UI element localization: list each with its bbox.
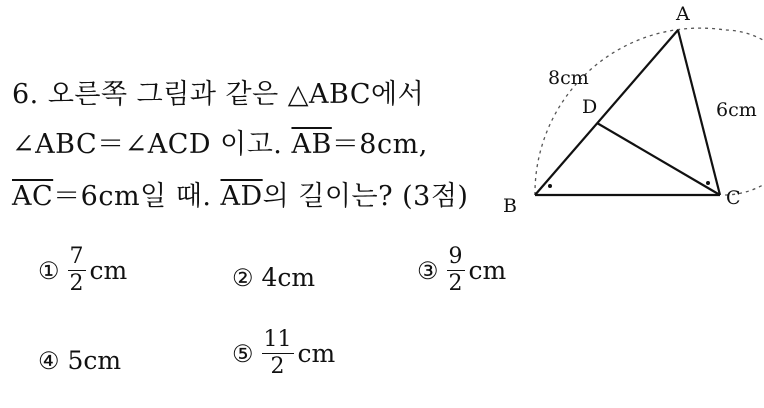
choice-5-unit: cm xyxy=(297,339,336,368)
ac-length-text: ＝6cm일 때. xyxy=(53,181,221,212)
choice-5-fraction xyxy=(262,329,294,378)
choice-1-fraction xyxy=(68,246,86,295)
choice-2[interactable] xyxy=(232,263,315,292)
choice-4[interactable] xyxy=(38,346,121,375)
question-line-3 xyxy=(12,174,468,213)
vertex-a-label: A xyxy=(676,3,690,25)
choice-1-numerator: 7 xyxy=(69,244,84,269)
question-ask-text: 의 길이는? (3점) xyxy=(262,181,469,212)
segment-cd xyxy=(597,123,720,195)
angle-b-mark xyxy=(548,184,552,188)
choice-1-unit: cm xyxy=(89,256,128,285)
choice-3-denominator: 2 xyxy=(448,271,463,296)
choice-4-marker: ④ xyxy=(38,346,60,375)
choice-4-text: 5cm xyxy=(67,346,122,375)
choice-1-marker: ① xyxy=(38,256,60,285)
ac-length-label: 6cm xyxy=(716,99,757,121)
choice-2-marker: ② xyxy=(232,263,254,292)
vertex-c-label: C xyxy=(726,187,741,209)
angle-acd-mark xyxy=(706,181,710,185)
segment-ad: $\overline{AD}$ xyxy=(220,181,263,212)
segment-ac: $\overline{AC}$ xyxy=(12,181,54,212)
point-d-label: D xyxy=(582,96,598,118)
side-ac xyxy=(678,30,720,195)
choice-3-numerator: 9 xyxy=(448,244,463,269)
choice-2-text: 4cm xyxy=(261,263,316,292)
choice-3-marker: ③ xyxy=(417,256,439,285)
choice-5-numerator: 11 xyxy=(263,327,292,352)
vertex-b-label: B xyxy=(503,195,517,217)
choice-3[interactable] xyxy=(417,246,506,295)
choice-5-marker: ⑤ xyxy=(232,339,254,368)
segment-ab: $\overline{AB}$ xyxy=(291,129,332,160)
triangle-figure xyxy=(490,0,764,230)
choice-5-denominator: 2 xyxy=(270,354,285,379)
question-line-1 xyxy=(12,72,424,111)
ab-length-label: 8cm xyxy=(548,67,589,89)
angle-condition-text: ∠ABC＝∠ACD 이고. xyxy=(12,129,292,160)
choice-3-unit: cm xyxy=(468,256,507,285)
choice-3-fraction xyxy=(447,246,465,295)
choice-1-denominator: 2 xyxy=(69,271,84,296)
question-line-2 xyxy=(12,122,428,161)
ab-length-text: ＝8cm, xyxy=(331,129,428,160)
question-text-1: 6. 오른쪽 그림과 같은 △ABC에서 xyxy=(12,79,425,110)
choice-5[interactable] xyxy=(232,329,335,378)
choice-1[interactable] xyxy=(38,246,127,295)
